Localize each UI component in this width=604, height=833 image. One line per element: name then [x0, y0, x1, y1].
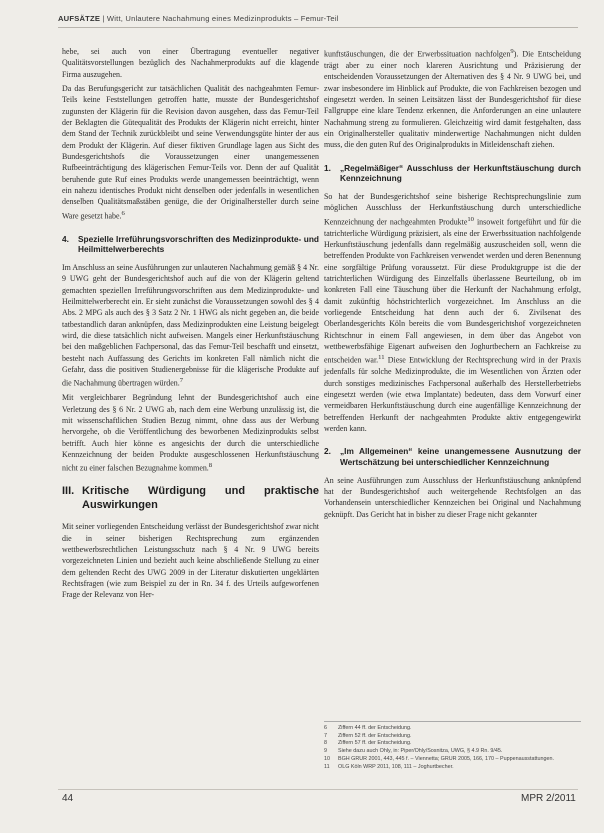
- footnote: 6 Ziffern 44 ff. der Entscheidung.: [324, 725, 412, 731]
- header-separator: |: [102, 14, 105, 23]
- paragraph: Mit seiner vorliegenden Entscheidung verlässt der Bundesgerichtshof zwar nicht die in seiner bisherigen Rechtsprechung zum ergänzenden wettbewerbsrechtlichen Leistungsschutz nach § 4 Nr. 9 UWG bereits vorgezeichneten Linien und bezieht auch keine abschließende Stellung zu einer dem geltenden Recht des UWG 2009 in der Literatur diskutierten ungeklärten Rechtsfragen (wie zum Beispiel zu der in Rn. 34 f. des Urteils aufgeworfenen Frage der Relevanz von Her-: [62, 522, 319, 600]
- footnote: 10 BGH GRUR 2001, 443, 445 f. – Viennetta; GRUR 2005, 166, 170 – Puppenausstattungen.: [324, 755, 554, 762]
- heading-title: Spezielle Irreführungsvorschriften des Medizinprodukte- und Heilmittelwerberechts: [78, 233, 319, 255]
- paragraph: hebe, sei auch von einer Übertragung eventueller negativer Qualitätsvorstellungen bezüglich des Nachahmerprodukts auf die klagende Firma auszugehen.: [62, 47, 319, 79]
- header-rule: [58, 27, 578, 28]
- footnote-ref: 7: [179, 377, 184, 385]
- header-title: Witt, Unlautere Nachahmung eines Medizinprodukts – Femur-Teil: [106, 14, 339, 23]
- heading-title: Kritische Würdigung und praktische Auswirkungen: [82, 485, 319, 511]
- paragraph: Da das Berufungsgericht zur tatsächlichen Qualität des nachgeahmten Femur-Teils keine Feststellungen getroffen hatte, musste der Bundesgerichtshof zugunsten der Klägerin für die Revision davon ausgehen, dass das Femur-Teil der Beklagten die Gütequalität des Produkts der Klägerin nicht erreicht, hinter dem Stand der Technik zurückbleibt und seine Verwendungsgüte hinter der aus dem Produkt der Klägerin. Auf dieser fiktiven Grundlage lagen aus Sicht des Bundesgerichtshofs die Voraussetzungen einer unangemessenen Rufbeeinträchtigung des klägerischen Femur-Teils vor. Denn der auf Qualität beruhende gute Ruf eines Produkts werde unangemessen beeinträchtigt, wenn ein nahezu identisches Produkt nicht denselben oder jedenfalls in wesentlichen denselben Qualitätsmaßstäben genüge, die der Originalhersteller durch seine Ware gesetzt habe.$^6$: [62, 84, 319, 221]
- paragraph: Im Anschluss an seine Ausführungen zur unlauteren Nachahmung gemäß § 4 Nr. 9 UWG geht der Bundesgerichtshof auch auf die von der Klägerin geltend gemachten speziellen Irreführungsvorschriften aus dem Medizinprodukte- und Heilmittelwerberecht ein. Er sieht zunächst die Voraussetzungen sowohl des § 4 Abs. 2 MPG als auch des § 3 Satz 2 Nr. 1 HWG als nicht gegeben an, die beide tatbestandlich daran anknüpfen, dass Medizinprodukten eine Leistung beigelegt wird, die diese tatsächlich nicht aufweisen. Mangels einer Herkunftstäuschung bei den maßgeblichen Fachpersonal, das das Femur-Teil beschafft und einsetzt, besteht nach Auffassung des Gerichts im konkreten Fall nämlich nicht die Gefahr, dass die positiven Studienergebnisse für die klägerische Produkte auf die Nachahmung übertragen würden.$^7$: [62, 262, 319, 389]
- footer-rule: [58, 789, 578, 790]
- footnote: 8 Ziffern 57 ff. der Entscheidung.: [324, 740, 412, 747]
- right-column: [324, 46, 581, 523]
- running-header: [58, 14, 339, 23]
- paragraph: An seine Ausführungen zum Ausschluss der Herkunftstäuschung anknüpfend hat der Bundesgerichtshof auch weitergehende Rechtsfolgen an das Vorhandensein unterschiedlicher Kennzeichen bei Original und Nachahmung geknüpft. Das Gericht hat in bisher zu dieser Frage nicht gekannter: [324, 475, 581, 519]
- section-heading: [324, 446, 581, 467]
- paragraph: So hat der Bundesgerichtshof seine bisherige Rechtsprechungslinie zum möglichen Ausschluss der Herkunftstäuschung durch unterschiedliche Kennzeichnung der nachgeahmten Produkte$^{10}$ insoweit fortgeführt und für die tatrichterliche Würdigung präzisiert, als eine der Erwerbssituation nachfolgende Herkunftstäuschung jedenfalls dann regelmäßig auszuscheiden soll, wenn die betreffenden Produkte von Fachkreisen verwendet werden und deren Benennung eine sorgfältige Prüfung voraussetzt. Für diese Produktgruppe ist die der tatrichterlichen Würdigung des Einzelfalls überlassene Beurteilung, ob im konkreten Fall eine Täuschung über die Herkunft der Nachahmung erfolgt, damit zukünftig höchstrichterlich vorgezeichnet. Im Anschluss an die vorliegende Entscheidung hat denn auch der 6. Zivilsenat des Oberlandesgerichts Köln bereits die vom Bundesgerichtshof vorgezeichneten Richtschnur in einem Fall angewiesen, in dem über das Angebot von wettbewerbsfähige Eigenart aufweisen den Joghurtbechern an Fachkreise zu entscheiden war.$^{11}$ Diese Entwicklung der Rechtsprechung wird in der Praxis jedenfalls für solche Medizinprodukte, die im Wesentlichen von Ärzten oder durch sonstiges medizinisches Fachpersonal außerhalb des Herstellerbetriebs eingesetzt werden (wie etwa Implantate) bedeuten, dass dem Vorwurf einer vermeidbaren Herkunftstäuschung durch eine augenfällige Kennzeichnung der betreffenden Herkunft der nachgeahmten Produkte aktiv entgegengewirkt werden kann.: [324, 191, 581, 434]
- footnote: 11 OLG Köln WRP 2011, 108, 111 – Joghurtbecher.: [324, 763, 454, 770]
- heading-number: 4.: [62, 233, 69, 244]
- header-section: AUFSÄTZE: [58, 14, 101, 23]
- chapter-heading: [62, 485, 319, 512]
- heading-number: 2.: [324, 446, 331, 457]
- section-heading: [62, 234, 319, 255]
- page-number: 44: [62, 793, 74, 804]
- heading-title: „Im Allgemeinen“ keine unangemessene Ausnutzung der Wertschätzung bei unterschiedlicher Kennzeichnung: [340, 446, 581, 468]
- heading-title: „Regelmäßiger“ Ausschluss der Herkunftstäuschung durch Kennzeichnung: [340, 162, 581, 184]
- paragraph: kunftstäuschungen, die der Erwerbssituation nachfolgen$^9$). Die Entscheidung trägt aber zu einer noch klareren Ausrichtung und Präzisierung der entscheidenden Voraussetzungen der Alternativen des § 4 Nr. 9 UWG bei, und zwar insbesondere im Hinblick auf Produkte, die von Fachkreisen bezogen und eingesetzt werden. In seinen Leitsätzen lässt der Bundesgerichtshof für diese Fallgruppe eine klare Tendenz erkennen, die Anforderungen an eine unlautere Nachahmung streng zu formulieren. Gleichzeitig wird damit festgehalten, dass ein Originalhersteller qualitativ minderwertige Nachahmungen nicht dulden muss, die den guten Ruf des Originalprodukts in Mitleidenschaft ziehen.: [324, 48, 581, 150]
- left-column: [62, 46, 319, 604]
- footnote-ref: 9: [510, 48, 514, 55]
- footnote-ref: 8: [208, 462, 213, 470]
- footnotes: [324, 721, 581, 771]
- footnote-ref: 11: [378, 354, 385, 362]
- paragraph: Mit vergleichbarer Begründung lehnt der Bundesgerichtshof auch eine Verletzung des § 6 Nr. 2 UWG ab, nach dem eine Werbung unzulässig ist, die mit wissenschaftlichen Studien Bezug nimmt, ohne dass aus der Werbung hervorgehe, ob die Veröffentlichung des beworbenen Medizinprodukts selbst betrifft. Auch hier könne es angesichts der durch die unterschiedliche Kennzeichnung der beiden Produkte ausgeschlossenen Herkunftstäuschung nicht zu einer falschen Bezugnahme kommen.$^8$: [62, 393, 319, 474]
- footnote-ref: 6: [121, 209, 125, 217]
- footnote: 9 Siehe dazu auch Ohly, in: Piper/Ohly/Sosnitza, UWG, § 4.9 Rn. 9/45.: [324, 748, 503, 755]
- footnote-ref: 10: [467, 215, 474, 223]
- heading-number: III.: [62, 485, 75, 498]
- journal-issue: MPR 2/2011: [521, 793, 576, 804]
- heading-number: 1.: [324, 162, 331, 173]
- section-heading: [324, 163, 581, 184]
- footnote: 7 Ziffern 52 ff. der Entscheidung.: [324, 732, 412, 739]
